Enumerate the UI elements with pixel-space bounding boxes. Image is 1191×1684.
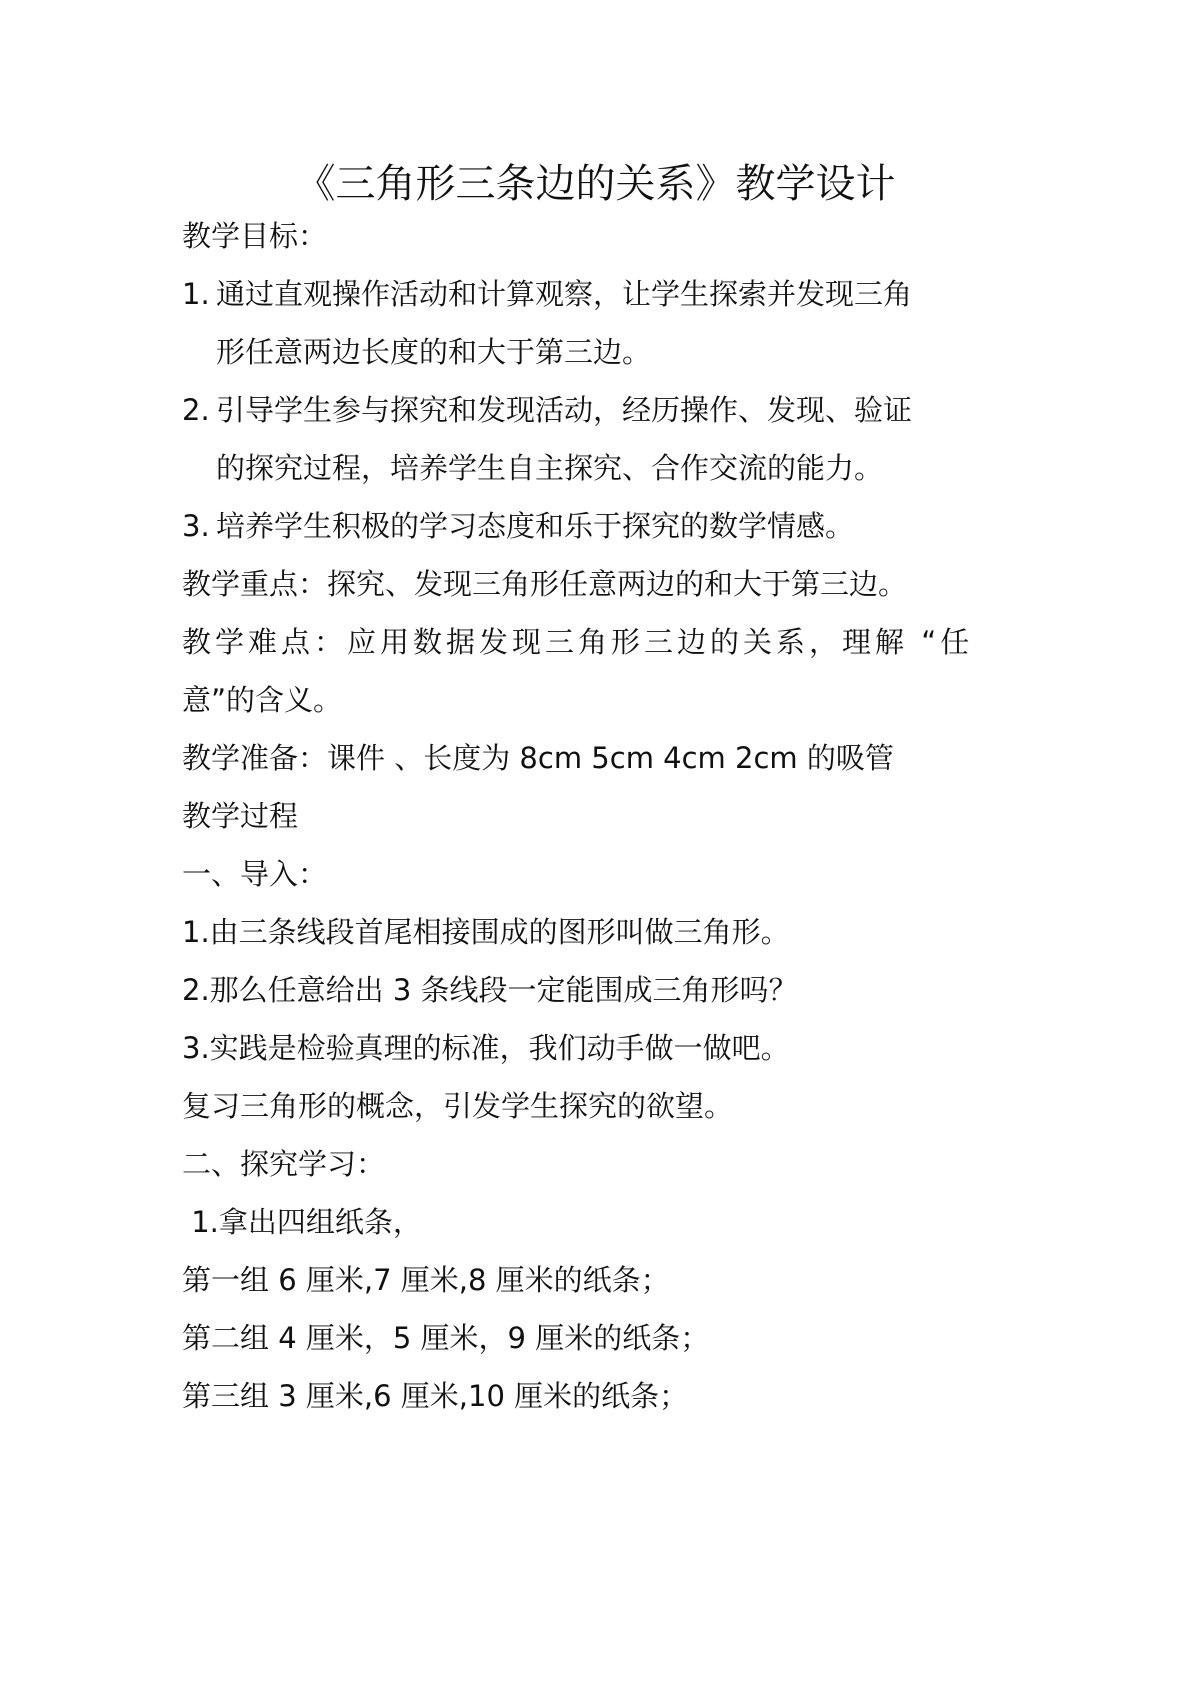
objective-2	[182, 390, 912, 430]
section-1-item: 3.实践是检验真理的标准，我们动手做一做吧。	[182, 1031, 790, 1065]
key-point: 教学重点：探究、发现三角形任意两边的和大于第三边。	[182, 567, 908, 601]
section-2-item: 1.拿出四组纸条，	[182, 1205, 422, 1239]
objective-text: 培养学生积极的学习态度和乐于探究的数学情感。	[216, 509, 855, 543]
objective-1-continued: 形任意两边长度的和大于第三边。	[216, 335, 652, 369]
document-title: 《三角形三条边的关系》教学设计	[295, 161, 896, 207]
section-1-heading: 一、导入：	[182, 857, 328, 891]
objective-number: 3.	[182, 509, 210, 543]
group-line: 第一组 6 厘米,7 厘米,8 厘米的纸条；	[182, 1263, 670, 1297]
group-line: 第二组 4 厘米，5 厘米，9 厘米的纸条；	[182, 1321, 710, 1355]
section-1-item: 1.由三条线段首尾相接围成的图形叫做三角形。	[182, 915, 790, 949]
process-heading: 教学过程	[182, 799, 299, 833]
objective-number: 1.	[182, 277, 210, 311]
objective-3	[182, 506, 854, 546]
section-1-item: 2.那么任意给出 3 条线段一定能围成三角形吗？	[182, 973, 798, 1007]
objective-2-continued: 的探究过程，培养学生自主探究、合作交流的能力。	[216, 451, 884, 485]
group-line: 第三组 3 厘米,6 厘米,10 厘米的纸条；	[182, 1379, 689, 1413]
difficulty-continued: 意”的含义。	[182, 683, 343, 717]
objective-text: 引导学生参与探究和发现活动，经历操作、发现、验证	[216, 393, 913, 427]
preparation: 教学准备：课件 、长度为 8cm 5cm 4cm 2cm 的吸管	[182, 741, 894, 775]
objective-number: 2.	[182, 393, 210, 427]
difficulty: 教学难点：应用数据发现三角形三边的关系，理解 “任	[182, 625, 974, 659]
section-2-heading: 二、探究学习：	[182, 1147, 386, 1181]
objective-1	[182, 274, 912, 314]
objective-text: 通过直观操作活动和计算观察，让学生探索并发现三角	[216, 277, 913, 311]
objectives-heading: 教学目标：	[182, 219, 328, 253]
section-1-note: 复习三角形的概念，引发学生探究的欲望。	[182, 1089, 734, 1123]
